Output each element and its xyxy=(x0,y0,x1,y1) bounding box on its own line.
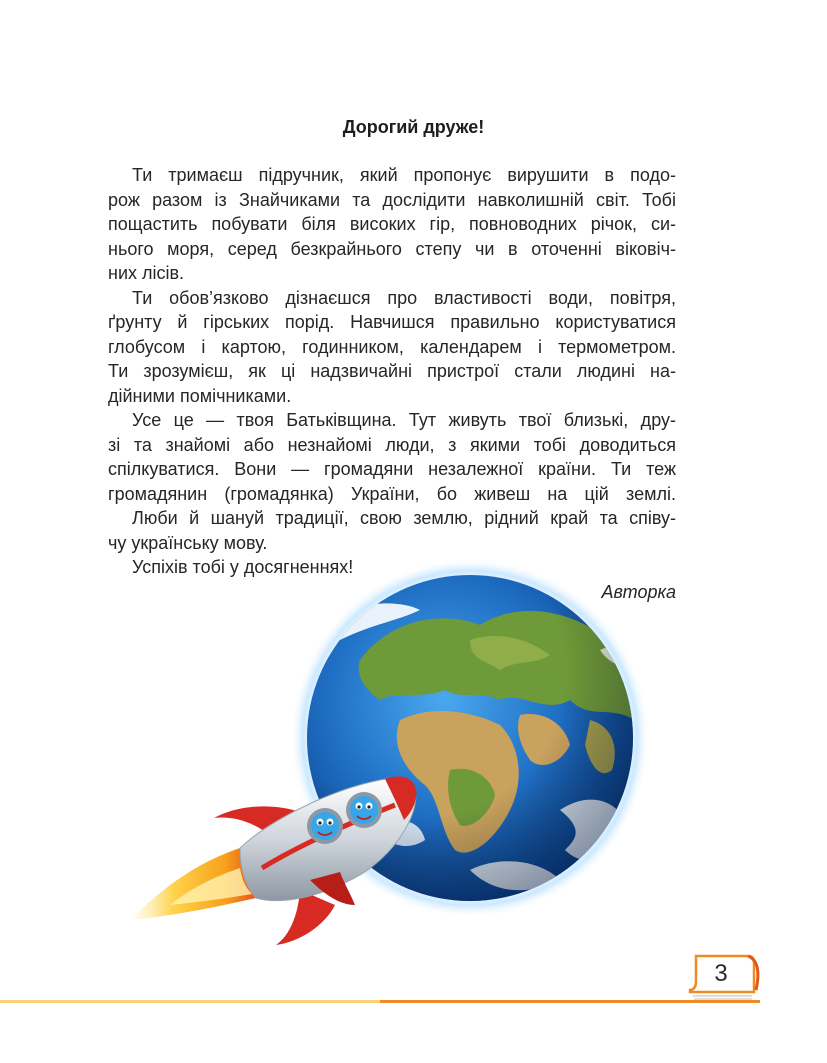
text-line: Люби й шануй традиції, свою землю, рідний край та співу- xyxy=(132,508,676,528)
letter-heading: Дорогий друже! xyxy=(342,117,485,137)
text-line: пощастить побувати біля високих гір, повноводних річок, си- xyxy=(108,214,676,234)
text-line: Ти тримаєш підручник, який пропонує вирушити в подо- xyxy=(132,165,676,185)
text-line: глобусом і картою, годинником, календарем і термометром. xyxy=(108,336,676,357)
text-line: Ти зрозумієш, як ці надзвичайні пристрої стали людині на- xyxy=(108,361,676,381)
text-line: дійними помічниками. xyxy=(108,385,292,406)
text-line: спілкуватися. Вони — громадяни незалежної країни. Ти теж xyxy=(108,459,676,479)
text-line: Успіхів тобі у досягненнях! xyxy=(132,557,354,577)
text-line: громадянин (громадянка) України, бо живеш на цій землі. xyxy=(108,483,676,504)
text-line: зі та знайомі або незнайомі люди, з якими тобі доводиться xyxy=(108,434,676,455)
text-line: ґрунту й гірських порід. Навчишся правильно користуватися xyxy=(108,312,676,332)
text-line: Ти обов’язково дізнаєшся про властивості води, повітря, xyxy=(132,287,676,308)
rocket-window-left xyxy=(307,808,343,844)
text-line: чу українську мову. xyxy=(108,532,268,553)
text-line: нього моря, серед безкрайнього степу чи в оточенні віковіч- xyxy=(108,238,676,259)
page-number: 3 xyxy=(714,960,728,987)
rocket-window-right xyxy=(346,792,382,828)
text-line: рож разом із Знайчиками та дослідити навколишній світ. Тобі xyxy=(108,189,676,210)
text-line: них лісів. xyxy=(108,263,185,283)
rocket-icon xyxy=(130,776,416,945)
text-line: Усе це — твоя Батьківщина. Тут живуть твої близькі, дру- xyxy=(132,410,676,430)
bottom-accent-line xyxy=(0,1000,760,1003)
author-signature: Авторка xyxy=(601,581,676,602)
